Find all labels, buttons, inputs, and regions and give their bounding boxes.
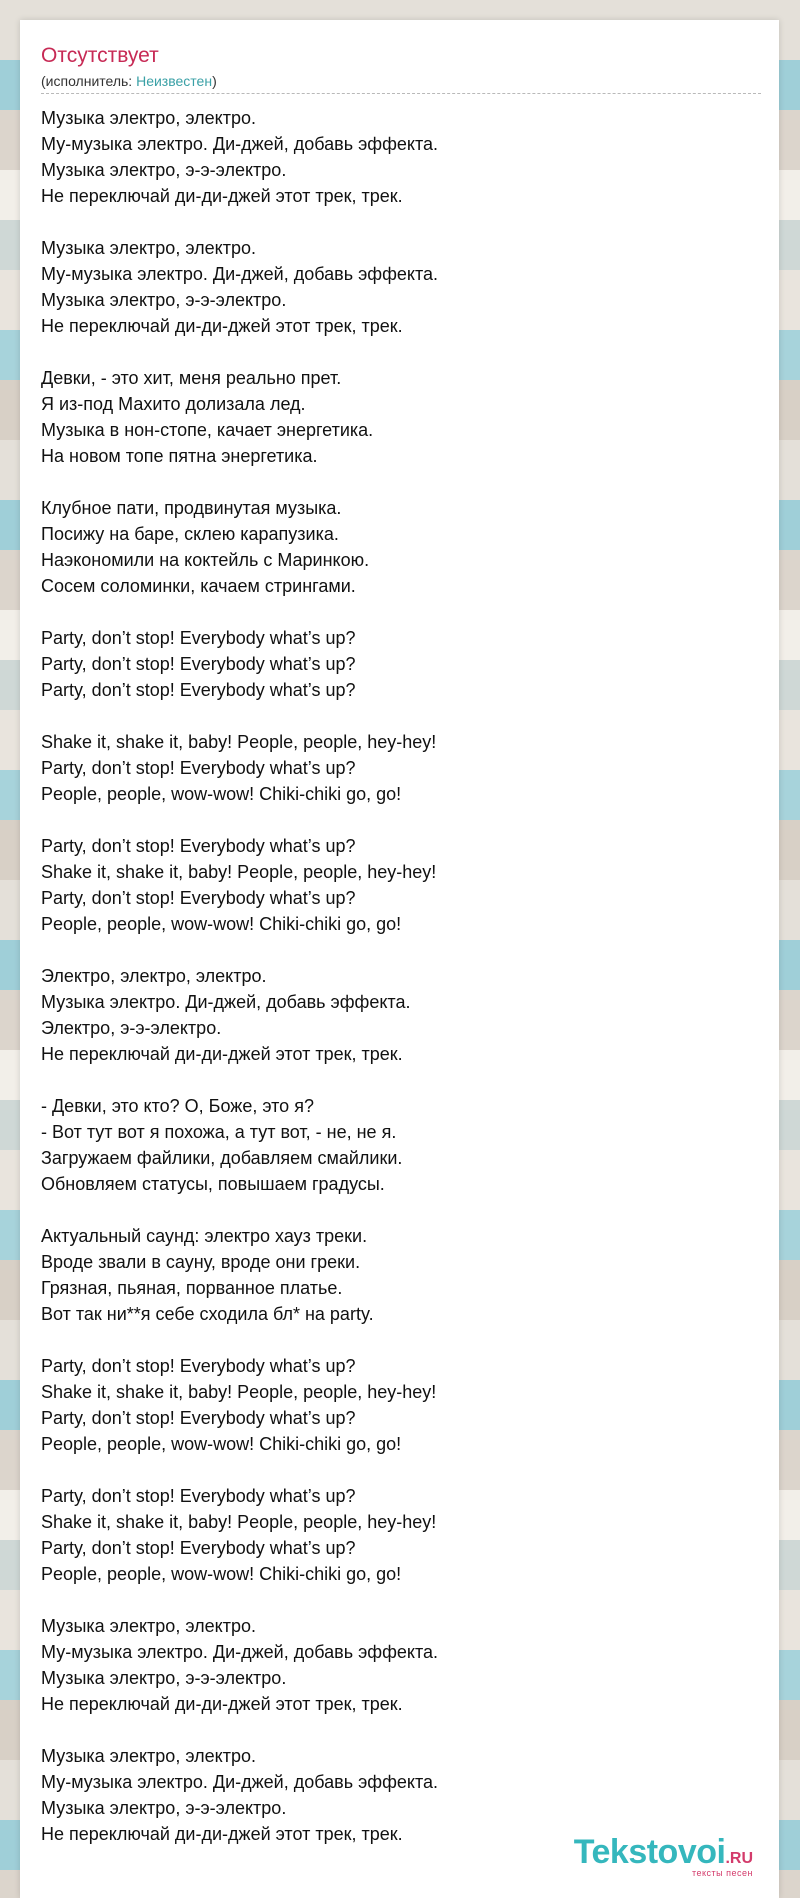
lyrics-line: Музыка электро. Ди-джей, добавь эффекта.	[41, 992, 411, 1012]
lyrics-line: Музыка электро, электро.	[41, 1616, 256, 1636]
lyrics-line: На новом топе пятна энергетика.	[41, 446, 318, 466]
lyrics-stanza	[41, 833, 761, 937]
lyrics-line: Электро, э-э-электро.	[41, 1018, 222, 1038]
lyrics-line: Музыка в нон-стопе, качает энергетика.	[41, 420, 374, 440]
lyrics-line: Посижу на баре, склею карапузика.	[41, 524, 339, 544]
lyrics-line: Музыка электро, электро.	[41, 1746, 256, 1766]
lyrics-line: Клубное пати, продвинутая музыка.	[41, 498, 342, 518]
lyrics-line: Девки, - это хит, меня реально прет.	[41, 368, 342, 388]
lyrics-line: Shake it, shake it, baby! People, people, hey-hey!	[41, 732, 437, 752]
lyrics-line: Не переключай ди-ди-джей этот трек, трек.	[41, 1044, 403, 1064]
logo-brand: Tekstovoi	[573, 1833, 726, 1871]
logo-tld: .RU	[725, 1850, 753, 1867]
lyrics-card	[20, 20, 779, 1898]
lyrics-line: Музыка электро, э-э-электро.	[41, 1798, 287, 1818]
lyrics-body	[41, 105, 761, 1873]
lyrics-line: Электро, электро, электро.	[41, 966, 267, 986]
lyrics-line: Party, don’t stop! Everybody what’s up?	[41, 628, 356, 648]
artist-prefix: (исполнитель:	[41, 73, 137, 89]
lyrics-line: Обновляем статусы, повышаем градусы.	[41, 1174, 385, 1194]
lyrics-line: People, people, wow-wow! Chiki-chiki go, go!	[41, 914, 402, 934]
lyrics-line: Загружаем файлики, добавляем смайлики.	[41, 1148, 403, 1168]
lyrics-line: People, people, wow-wow! Chiki-chiki go, go!	[41, 1434, 402, 1454]
lyrics-line: Вроде звали в сауну, вроде они греки.	[41, 1252, 361, 1272]
lyrics-line: Не переключай ди-ди-джей этот трек, трек.	[41, 1824, 403, 1844]
song-title: Отсутствует	[41, 44, 159, 67]
lyrics-line: Му-музыка электро. Ди-джей, добавь эффекта.	[41, 264, 439, 284]
lyrics-line: Shake it, shake it, baby! People, people, hey-hey!	[41, 1512, 437, 1532]
lyrics-line: Не переключай ди-ди-джей этот трек, трек.	[41, 1694, 403, 1714]
lyrics-line: Музыка электро, э-э-электро.	[41, 1668, 287, 1688]
lyrics-line: Наэкономили на коктейль с Маринкою.	[41, 550, 370, 570]
lyrics-line: People, people, wow-wow! Chiki-chiki go, go!	[41, 784, 402, 804]
lyrics-line: Не переключай ди-ди-джей этот трек, трек.	[41, 186, 403, 206]
lyrics-stanza	[41, 625, 761, 703]
lyrics-line: Музыка электро, электро.	[41, 238, 256, 258]
lyrics-line: Не переключай ди-ди-джей этот трек, трек.	[41, 316, 403, 336]
lyrics-line: Party, don’t stop! Everybody what’s up?	[41, 758, 356, 778]
artist-suffix: )	[212, 73, 217, 89]
artist-line	[41, 73, 217, 89]
lyrics-line: - Вот тут вот я похожа, а тут вот, - не, не я.	[41, 1122, 397, 1142]
lyrics-line: Вот так ни**я себе сходила бл* на party.	[41, 1304, 374, 1324]
lyrics-stanza	[41, 365, 761, 469]
logo-tagline: тексты песен	[691, 1868, 753, 1878]
lyrics-line: Му-музыка электро. Ди-джей, добавь эффекта.	[41, 1642, 439, 1662]
lyrics-stanza	[41, 495, 761, 599]
lyrics-stanza	[41, 1353, 761, 1457]
lyrics-line: Shake it, shake it, baby! People, people, hey-hey!	[41, 862, 437, 882]
lyrics-line: Музыка электро, э-э-электро.	[41, 160, 287, 180]
artist-link[interactable]: Неизвестен	[136, 73, 213, 89]
lyrics-line: Актуальный саунд: электро хауз треки.	[41, 1226, 368, 1246]
lyrics-line: Му-музыка электро. Ди-джей, добавь эффекта.	[41, 134, 439, 154]
lyrics-stanza	[41, 1223, 761, 1327]
lyrics-line: Party, don’t stop! Everybody what’s up?	[41, 654, 356, 674]
lyrics-stanza	[41, 729, 761, 807]
lyrics-stanza	[41, 1743, 761, 1847]
lyrics-line: Party, don’t stop! Everybody what’s up?	[41, 888, 356, 908]
lyrics-stanza	[41, 105, 761, 209]
title-divider	[41, 93, 761, 94]
lyrics-line: Party, don’t stop! Everybody what’s up?	[41, 1486, 356, 1506]
lyrics-line: Party, don’t stop! Everybody what’s up?	[41, 1356, 356, 1376]
lyrics-line: Party, don’t stop! Everybody what’s up?	[41, 1408, 356, 1428]
lyrics-line: Party, don’t stop! Everybody what’s up?	[41, 836, 356, 856]
lyrics-stanza	[41, 963, 761, 1067]
lyrics-line: - Девки, это кто? О, Боже, это я?	[41, 1096, 314, 1116]
lyrics-line: Party, don’t stop! Everybody what’s up?	[41, 1538, 356, 1558]
lyrics-line: Сосем соломинки, качаем стрингами.	[41, 576, 356, 596]
lyrics-line: Музыка электро, электро.	[41, 108, 256, 128]
lyrics-line: Shake it, shake it, baby! People, people, hey-hey!	[41, 1382, 437, 1402]
site-logo[interactable]	[574, 1833, 753, 1878]
lyrics-line: Грязная, пьяная, порванное платье.	[41, 1278, 343, 1298]
lyrics-line: Музыка электро, э-э-электро.	[41, 290, 287, 310]
lyrics-line: Му-музыка электро. Ди-джей, добавь эффекта.	[41, 1772, 439, 1792]
lyrics-stanza	[41, 1483, 761, 1587]
lyrics-stanza	[41, 1613, 761, 1717]
lyrics-line: Я из-под Махито долизала лед.	[41, 394, 306, 414]
lyrics-line: People, people, wow-wow! Chiki-chiki go, go!	[41, 1564, 402, 1584]
lyrics-stanza	[41, 1093, 761, 1197]
lyrics-stanza	[41, 235, 761, 339]
lyrics-line: Party, don’t stop! Everybody what’s up?	[41, 680, 356, 700]
